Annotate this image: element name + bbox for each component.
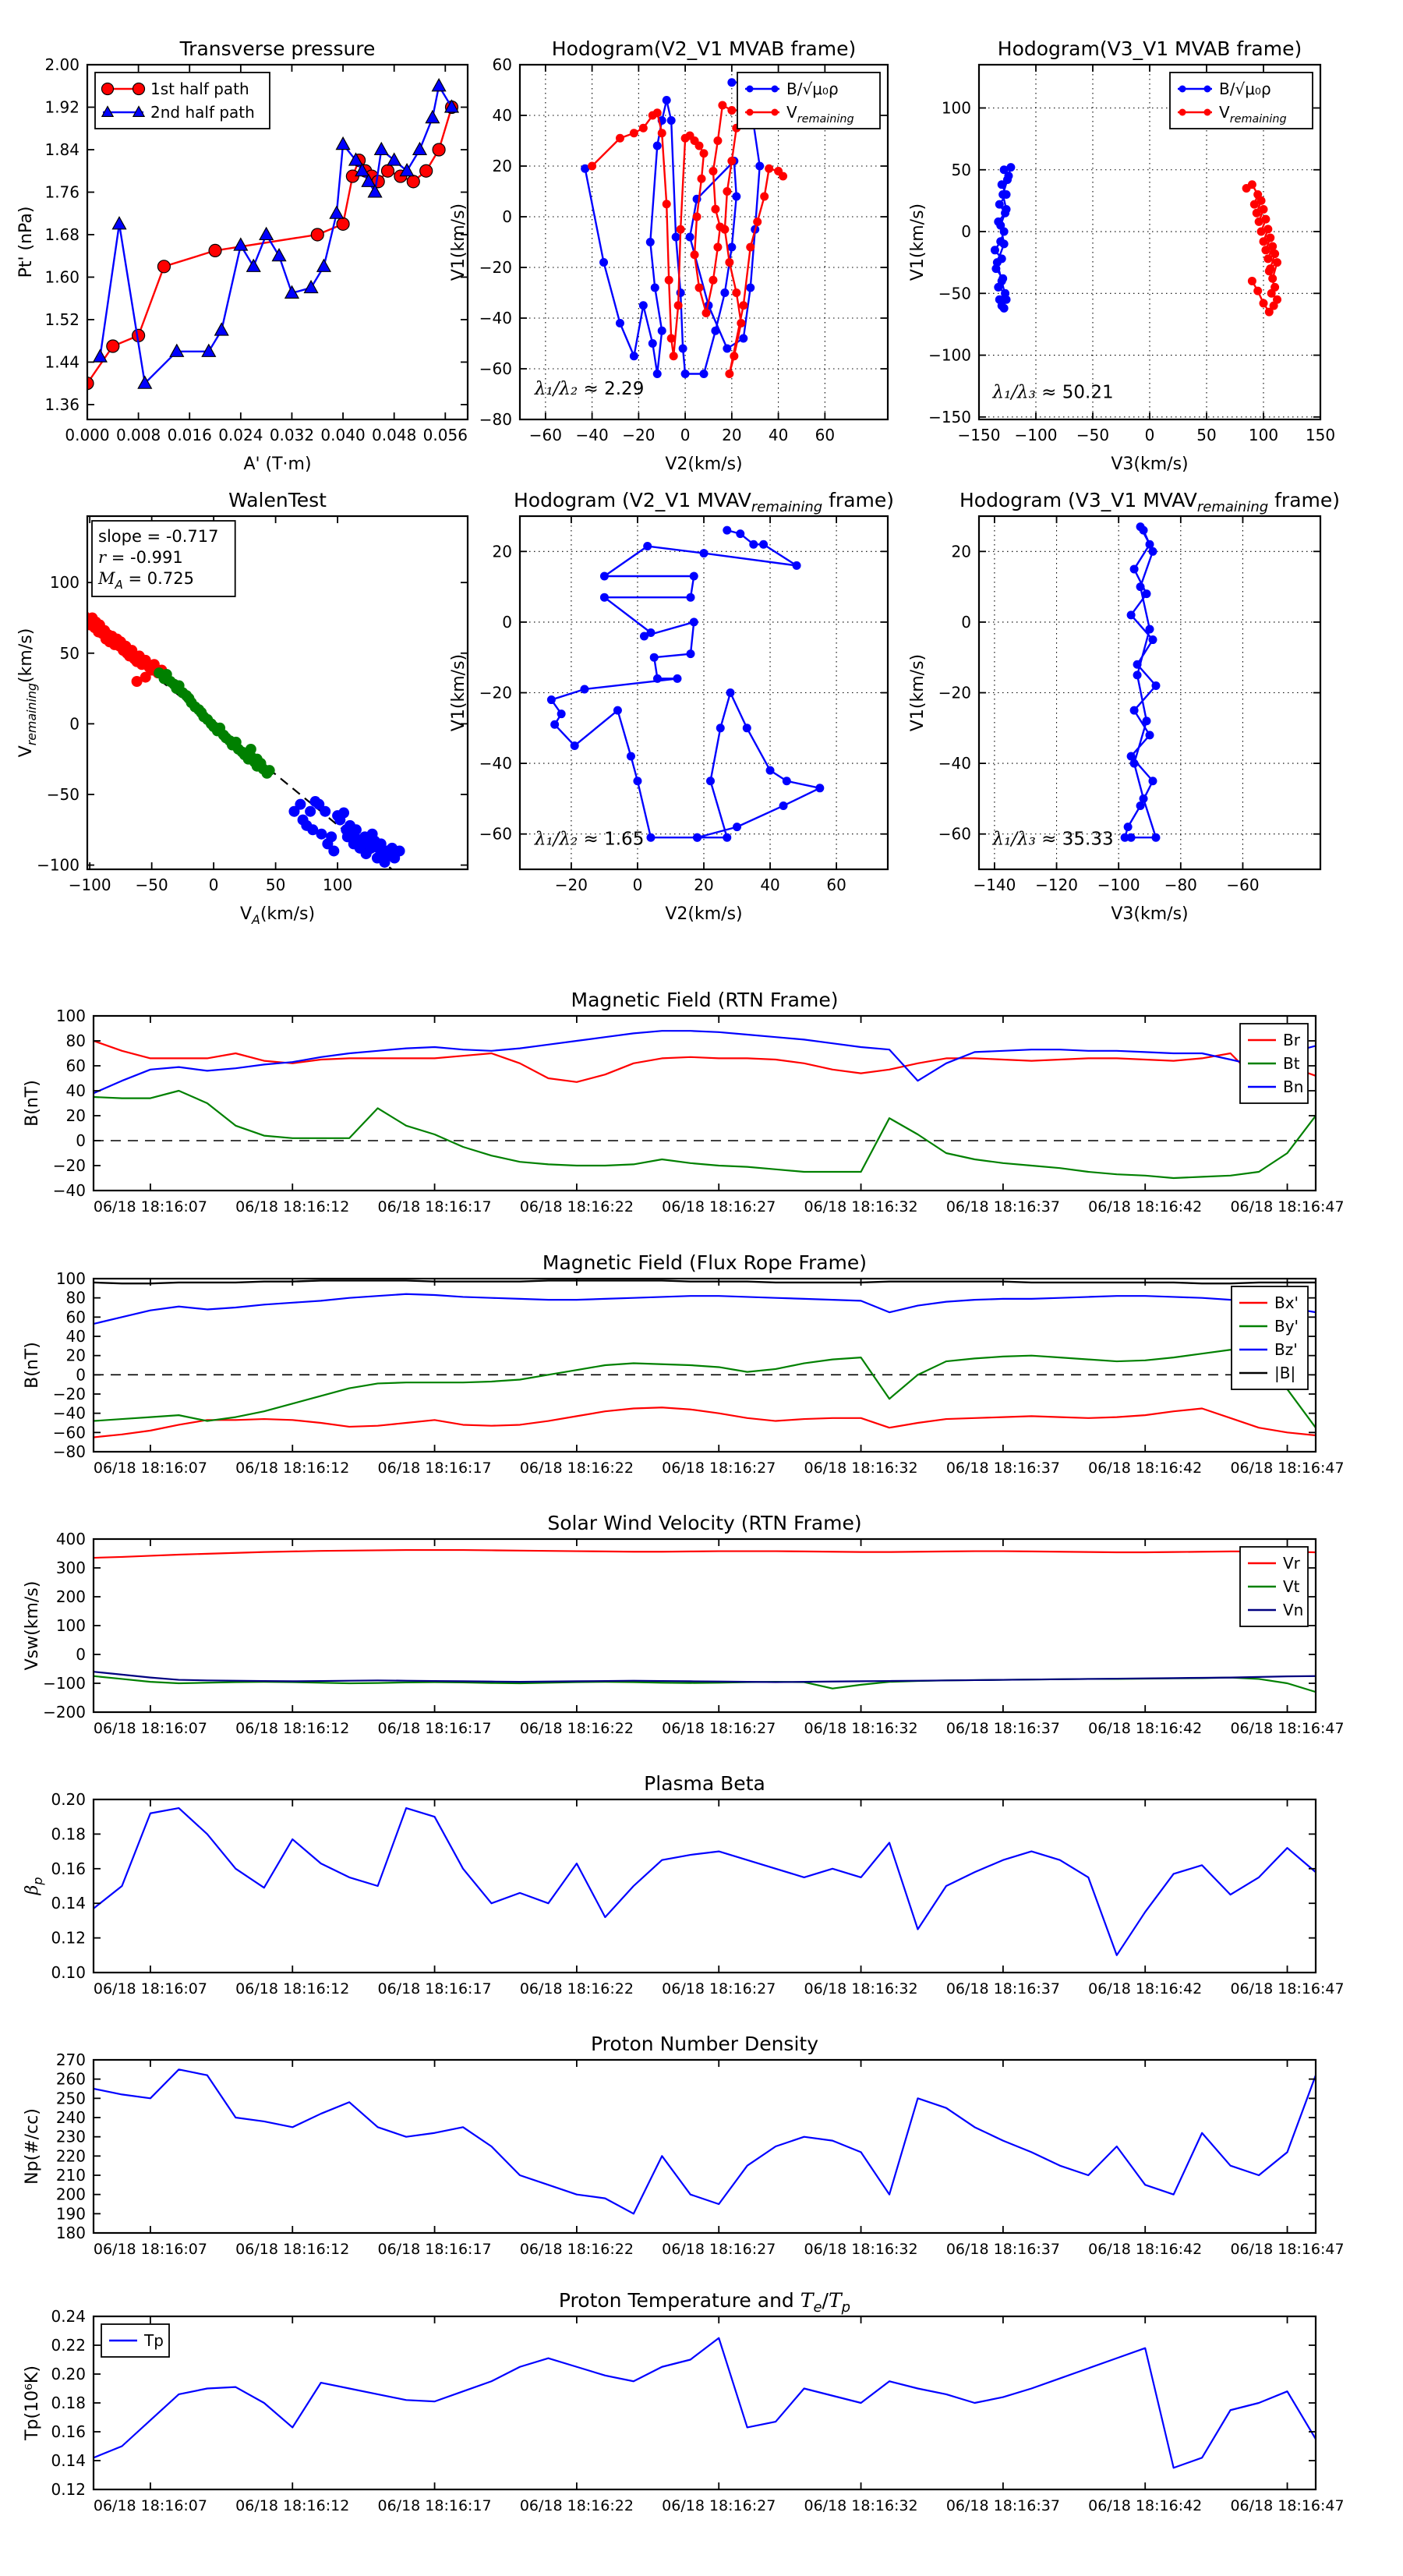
x-tick-label: 06/18 18:16:42	[1088, 1720, 1203, 1737]
x-tick-label: 06/18 18:16:07	[93, 1198, 208, 1215]
x-tick-label: 06/18 18:16:32	[804, 1198, 918, 1215]
x-tick-label: 06/18 18:16:47	[1230, 1198, 1345, 1215]
x-axis-label: A' (T·m)	[243, 455, 312, 474]
legend	[1170, 73, 1313, 129]
x-tick-label: 06/18 18:16:32	[804, 2241, 918, 2258]
legend-label: Br	[1283, 1031, 1300, 1049]
plot-proton-number-density	[23, 2033, 1345, 2258]
y-axis-label: $\beta_p$	[23, 1877, 45, 1895]
plot-title: Magnetic Field (Flux Rope Frame)	[542, 1251, 868, 1274]
plot-plasma-beta	[23, 1772, 1345, 1997]
x-tick-label: −100	[68, 876, 111, 894]
ticks-and-labels	[56, 2051, 1345, 2258]
y-tick-label: 0.10	[51, 1963, 86, 1982]
y-tick-label: 80	[65, 1031, 86, 1050]
legend	[95, 73, 270, 129]
x-tick-label: 06/18 18:16:07	[93, 1720, 208, 1737]
x-tick-label: 0	[1144, 426, 1155, 444]
x-tick-label: 50	[1196, 426, 1217, 444]
x-tick-label: 20	[722, 426, 742, 444]
y-tick-label: −50	[46, 784, 80, 804]
y-tick-label: 230	[55, 2127, 86, 2146]
plot-title: Hodogram(V2_V1 MVAB frame)	[551, 37, 857, 60]
plot-title: Solar Wind Velocity (RTN Frame)	[547, 1512, 862, 1534]
stats-textbox	[92, 521, 235, 596]
plot-hodogram-v2v1-mvab	[449, 37, 888, 474]
y-tick-label: 0.14	[51, 1894, 86, 1913]
series-br	[94, 1041, 1316, 1082]
x-tick-label: 06/18 18:16:12	[235, 2241, 350, 2258]
y-tick-label: 0.14	[51, 2451, 86, 2470]
series-middle-segment	[154, 667, 274, 779]
y-tick-label: 40	[65, 1327, 86, 1346]
series-b-over-sqrt-mu0-rho	[581, 78, 764, 378]
y-tick-label: −60	[479, 824, 512, 844]
y-tick-label: −200	[43, 1703, 86, 1721]
series-v2-v1-path	[547, 526, 824, 842]
y-tick-label: −60	[938, 824, 971, 844]
plot-title: Transverse pressure	[179, 37, 376, 60]
y-tick-label: 1.92	[44, 97, 80, 117]
legend-label: Bt	[1283, 1054, 1300, 1073]
y-tick-label: 0	[961, 222, 971, 242]
y-tick-label: 220	[55, 2146, 86, 2166]
x-tick-label: 60	[815, 426, 836, 444]
y-tick-label: 0.20	[51, 2365, 86, 2383]
x-tick-label: 06/18 18:16:42	[1088, 2241, 1203, 2258]
series-bz-prime	[94, 1294, 1316, 1324]
y-tick-label: 80	[65, 1288, 86, 1307]
y-tick-label: 1.76	[44, 182, 80, 202]
y-axis-label: Pt' (nPa)	[16, 206, 36, 278]
x-tick-label: 06/18 18:16:32	[804, 1460, 918, 1477]
plot-magnetic-field-flux-rope	[23, 1251, 1345, 1477]
y-tick-label: −60	[52, 1423, 86, 1442]
x-axis-label: V2(km/s)	[665, 455, 743, 474]
y-tick-label: 400	[55, 1530, 86, 1548]
x-tick-label: 06/18 18:16:27	[662, 1720, 776, 1737]
x-tick-label: 06/18 18:16:17	[377, 2241, 492, 2258]
x-tick-label: 0.024	[218, 426, 263, 444]
y-tick-label: 0	[961, 612, 971, 632]
legend	[101, 2324, 169, 2357]
x-axis-label: V2(km/s)	[665, 904, 743, 924]
x-tick-label: −20	[554, 876, 588, 894]
x-tick-label: 06/18 18:16:12	[235, 1980, 350, 1997]
y-axis-label: Vsw(km/s)	[23, 1580, 42, 1671]
ticks-and-labels	[43, 1530, 1345, 1737]
y-tick-label: 100	[55, 1616, 86, 1635]
y-tick-label: 210	[55, 2166, 86, 2185]
y-axis-label: V1(km/s)	[449, 653, 468, 732]
plot-title: Hodogram (V2_V1 $MVAV_{remaining}$ frame)	[513, 489, 895, 515]
x-tick-label: 06/18 18:16:37	[945, 2241, 1060, 2258]
y-tick-label: 1.60	[44, 267, 80, 287]
y-axis-label: B(nT)	[23, 1080, 42, 1127]
axes-border	[94, 1799, 1316, 1973]
legend-label: Vn	[1283, 1601, 1304, 1619]
y-axis-label: Tp(10⁶K)	[23, 2365, 42, 2440]
x-tick-label: 06/18 18:16:17	[377, 1460, 492, 1477]
x-tick-label: 06/18 18:16:07	[93, 1980, 208, 1997]
x-tick-label: 06/18 18:16:27	[662, 2497, 776, 2514]
y-tick-label: 100	[55, 1269, 86, 1288]
series-group	[94, 1550, 1316, 1692]
plot-title: WalenTest	[228, 489, 327, 511]
series-bx-prime	[94, 1407, 1316, 1437]
x-tick-label: −100	[1014, 426, 1058, 444]
y-tick-label: 0.16	[51, 1859, 86, 1878]
x-tick-label: 06/18 18:16:42	[1088, 1460, 1203, 1477]
series-beta-p	[94, 1808, 1316, 1955]
y-tick-label: 0	[76, 1365, 86, 1385]
plot-hodogram-v3v1-mvav	[908, 489, 1340, 924]
legend-label: $V_{remaining}$	[1219, 103, 1287, 126]
x-tick-label: −20	[622, 426, 656, 444]
x-axis-label: $V_A(km/s)$	[239, 904, 316, 927]
series-group	[94, 1280, 1316, 1437]
y-tick-label: −100	[43, 1674, 86, 1693]
x-tick-label: −80	[1164, 876, 1197, 894]
y-tick-label: −20	[938, 683, 971, 702]
axes-border	[94, 2316, 1316, 2489]
legend	[1240, 1024, 1308, 1103]
x-tick-label: 06/18 18:16:17	[377, 1198, 492, 1215]
plot-walen-test	[16, 489, 468, 927]
x-tick-label: 40	[768, 426, 789, 444]
legend-label: Tp	[144, 2331, 164, 2350]
x-tick-label: 0.008	[115, 426, 161, 444]
x-tick-label: 100	[323, 876, 353, 894]
y-tick-label: −20	[479, 683, 512, 702]
x-tick-label: 06/18 18:16:12	[235, 1720, 350, 1737]
series-np	[94, 2069, 1316, 2213]
legend-label: $V_{remaining}$	[786, 103, 854, 126]
y-tick-label: 1.44	[44, 352, 80, 372]
y-tick-label: 0	[502, 612, 512, 632]
y-axis-label: V1(km/s)	[908, 203, 928, 281]
axes-border	[94, 1279, 1316, 1452]
x-tick-label: 06/18 18:16:07	[93, 2241, 208, 2258]
y-tick-label: 40	[492, 106, 512, 125]
y-tick-label: −40	[938, 754, 971, 773]
x-tick-label: 06/18 18:16:17	[377, 2497, 492, 2514]
y-tick-label: 20	[492, 542, 512, 561]
y-tick-label: 1.84	[44, 140, 80, 159]
y-tick-label: 180	[55, 2224, 86, 2242]
legend-label: Bn	[1283, 1077, 1304, 1096]
y-tick-label: 0	[76, 1645, 86, 1664]
annotation: λ₁/λ₃ ≈ 35.33	[992, 829, 1114, 850]
x-tick-label: 40	[760, 876, 780, 894]
x-tick-label: 06/18 18:16:22	[519, 1198, 634, 1215]
x-tick-label: 06/18 18:16:32	[804, 1720, 918, 1737]
series-b-magnitude	[94, 1280, 1316, 1283]
y-axis-label: B(nT)	[23, 1342, 42, 1389]
plot-title: Proton Number Density	[591, 2033, 818, 2055]
y-tick-label: 0.12	[51, 2480, 86, 2499]
x-tick-label: 06/18 18:16:12	[235, 1198, 350, 1215]
x-tick-label: 0	[680, 426, 691, 444]
x-tick-label: 0.000	[65, 426, 110, 444]
y-tick-label: 100	[49, 573, 80, 593]
ticks-and-labels	[51, 2307, 1344, 2514]
y-tick-label: 0.18	[51, 1824, 86, 1844]
series-1st-half-path	[81, 101, 458, 389]
y-tick-label: −150	[928, 407, 971, 426]
y-tick-label: −100	[37, 855, 80, 875]
x-tick-label: 0.016	[167, 426, 212, 444]
legend-label: |B|	[1274, 1364, 1296, 1382]
y-tick-label: 250	[55, 2089, 86, 2108]
legend-label: Bz'	[1274, 1340, 1298, 1359]
y-tick-label: 60	[492, 55, 512, 74]
y-tick-label: 0.12	[51, 1928, 86, 1948]
y-tick-label: −40	[479, 309, 512, 327]
series-tp	[94, 2338, 1316, 2468]
series-bt	[94, 1091, 1316, 1178]
plot-title: Plasma Beta	[644, 1772, 765, 1795]
y-tick-label: 100	[55, 1007, 86, 1025]
y-tick-label: 0.16	[51, 2422, 86, 2441]
x-tick-label: 06/18 18:16:27	[662, 1198, 776, 1215]
y-tick-label: −60	[479, 359, 512, 378]
x-tick-label: 06/18 18:16:47	[1230, 1720, 1345, 1737]
y-tick-label: 50	[59, 643, 80, 663]
legend	[737, 73, 880, 129]
x-tick-label: 06/18 18:16:32	[804, 1980, 918, 1997]
x-axis-label: V3(km/s)	[1111, 455, 1189, 474]
x-tick-label: 06/18 18:16:42	[1088, 1980, 1203, 1997]
series-group	[94, 1031, 1316, 1178]
x-tick-label: 06/18 18:16:22	[519, 1980, 634, 1997]
x-tick-label: −120	[1035, 876, 1079, 894]
x-tick-label: 50	[265, 876, 286, 894]
x-tick-label: 20	[694, 876, 714, 894]
plot-transverse-pressure	[16, 37, 468, 474]
series-group	[94, 2069, 1316, 2213]
axes-border	[94, 1539, 1316, 1712]
x-tick-label: 0.056	[422, 426, 468, 444]
plot-hodogram-v2v1-mvav	[449, 489, 894, 924]
x-tick-label: 0.048	[372, 426, 417, 444]
y-tick-label: 0	[502, 207, 512, 226]
y-tick-label: 260	[55, 2069, 86, 2089]
series-vr	[94, 1550, 1316, 1558]
series-group	[74, 594, 405, 874]
x-tick-label: 06/18 18:16:42	[1088, 1198, 1203, 1215]
y-tick-label: −80	[52, 1442, 86, 1461]
x-tick-label: 06/18 18:16:17	[377, 1980, 492, 1997]
annotation: λ₁/λ₂ ≈ 1.65	[534, 829, 645, 850]
x-tick-label: 06/18 18:16:42	[1088, 2497, 1203, 2514]
y-tick-label: −100	[928, 345, 971, 365]
y-tick-label: 0.22	[51, 2336, 86, 2355]
y-tick-label: −20	[52, 1156, 86, 1175]
x-tick-label: 0.032	[269, 426, 315, 444]
x-tick-label: 0.040	[320, 426, 366, 444]
y-tick-label: −50	[938, 284, 971, 303]
y-tick-label: 40	[65, 1081, 86, 1100]
y-tick-label: 300	[55, 1559, 86, 1577]
y-tick-label: 1.52	[44, 310, 80, 329]
x-tick-label: 06/18 18:16:47	[1230, 2241, 1345, 2258]
y-tick-label: 2.00	[44, 55, 80, 74]
x-tick-label: 06/18 18:16:27	[662, 2241, 776, 2258]
series-v3-v1-path	[1121, 522, 1161, 842]
y-tick-label: 20	[65, 1346, 86, 1365]
legend-label: 2nd half path	[150, 103, 255, 122]
y-tick-label: 270	[55, 2051, 86, 2069]
stats-line: r = -0.991	[98, 548, 183, 567]
ticks-and-labels	[53, 1269, 1345, 1477]
series-group	[94, 2338, 1316, 2468]
y-tick-label: 200	[55, 1587, 86, 1606]
y-tick-label: 200	[55, 2185, 86, 2204]
y-tick-label: 1.36	[44, 395, 80, 414]
x-axis-label: V3(km/s)	[1111, 904, 1189, 924]
x-tick-label: 100	[1248, 426, 1279, 444]
y-axis-label: Np(#/cc)	[23, 2108, 42, 2185]
legend	[1240, 1547, 1308, 1626]
y-tick-label: 20	[492, 157, 512, 175]
axes-border	[94, 2060, 1316, 2233]
y-axis-label: V1(km/s)	[449, 203, 468, 281]
x-tick-label: 0	[632, 876, 643, 894]
x-tick-label: 06/18 18:16:22	[519, 1460, 634, 1477]
stats-line: slope = -0.717	[98, 527, 219, 546]
annotation: λ₁/λ₃ ≈ 50.21	[992, 382, 1114, 403]
y-tick-label: −40	[52, 1181, 86, 1200]
y-tick-label: 50	[951, 160, 971, 179]
y-tick-label: −40	[52, 1403, 86, 1423]
y-tick-label: 100	[941, 98, 971, 118]
y-tick-label: 0.18	[51, 2394, 86, 2412]
y-tick-label: 190	[55, 2204, 86, 2224]
legend-label: B/√μ₀ρ	[786, 80, 839, 98]
legend-label: Vr	[1283, 1554, 1300, 1573]
plot-title: Proton Temperature and $T_e/T_p$	[558, 2289, 851, 2316]
y-tick-label: 0.20	[51, 1790, 86, 1809]
y-tick-label: 60	[65, 1056, 86, 1075]
x-tick-label: 60	[826, 876, 846, 894]
y-tick-label: −80	[479, 410, 512, 429]
x-tick-label: 06/18 18:16:37	[945, 1720, 1060, 1737]
x-tick-label: −140	[973, 876, 1016, 894]
x-tick-label: −150	[957, 426, 1001, 444]
x-tick-label: 06/18 18:16:37	[945, 1980, 1060, 1997]
x-tick-label: 06/18 18:16:17	[377, 1720, 492, 1737]
x-tick-label: 06/18 18:16:07	[93, 1460, 208, 1477]
stats-line: $M_A = 0.725$	[98, 569, 194, 592]
plot-magnetic-field-rtn	[23, 989, 1345, 1215]
x-tick-label: 150	[1305, 426, 1336, 444]
legend-label: 1st half path	[150, 80, 249, 98]
y-tick-label: −20	[52, 1385, 86, 1403]
y-tick-label: 1.68	[44, 225, 80, 244]
x-tick-label: −40	[575, 426, 609, 444]
x-tick-label: 06/18 18:16:37	[945, 1460, 1060, 1477]
y-axis-label: $V_{remaining}(km/s)$	[16, 628, 39, 758]
y-tick-label: −20	[479, 258, 512, 277]
x-tick-label: 06/18 18:16:47	[1230, 1460, 1345, 1477]
plot-title: Hodogram(V3_V1 MVAB frame)	[997, 37, 1302, 60]
plot-title: Magnetic Field (RTN Frame)	[571, 989, 839, 1011]
legend	[1232, 1286, 1308, 1389]
plot-title: Hodogram (V3_V1 $MVAV_{remaining}$ frame)	[959, 489, 1341, 515]
legend-label: B/√μ₀ρ	[1219, 80, 1271, 98]
x-tick-label: 06/18 18:16:32	[804, 2497, 918, 2514]
x-tick-label: −60	[1226, 876, 1260, 894]
y-tick-label: 60	[65, 1307, 86, 1327]
x-tick-label: 06/18 18:16:22	[519, 1720, 634, 1737]
y-tick-label: 20	[65, 1106, 86, 1125]
x-tick-label: 06/18 18:16:27	[662, 1980, 776, 1997]
x-tick-label: 06/18 18:16:27	[662, 1460, 776, 1477]
series-last-segment	[288, 796, 405, 868]
x-tick-label: 06/18 18:16:37	[945, 1198, 1060, 1215]
series-v-remaining	[1242, 180, 1281, 316]
legend-label: Bx'	[1274, 1293, 1299, 1312]
x-tick-label: 06/18 18:16:12	[235, 1460, 350, 1477]
y-tick-label: 240	[55, 2108, 86, 2127]
ticks-and-labels	[51, 1790, 1344, 1997]
x-tick-label: −50	[1076, 426, 1110, 444]
series-group	[1121, 522, 1161, 842]
annotation: λ₁/λ₂ ≈ 2.29	[534, 379, 645, 400]
y-tick-label: 0.24	[51, 2307, 86, 2326]
series-group	[991, 163, 1281, 316]
legend-label: By'	[1274, 1317, 1299, 1336]
x-tick-label: 06/18 18:16:47	[1230, 2497, 1345, 2514]
y-tick-label: 0	[76, 1131, 86, 1150]
x-tick-label: 06/18 18:16:37	[945, 2497, 1060, 2514]
x-tick-label: −60	[528, 426, 562, 444]
x-tick-label: 06/18 18:16:22	[519, 2497, 634, 2514]
ticks-and-labels	[53, 1007, 1345, 1215]
series-vn	[94, 1672, 1316, 1682]
x-tick-label: 06/18 18:16:07	[93, 2497, 208, 2514]
legend-label: Vt	[1283, 1577, 1300, 1596]
series-group	[547, 526, 824, 842]
x-tick-label: 06/18 18:16:47	[1230, 1980, 1345, 1997]
y-tick-label: −40	[479, 754, 512, 773]
series-b-over-sqrt-mu0-rho	[991, 163, 1015, 313]
plot-hodogram-v3v1-mvab	[908, 37, 1335, 474]
y-axis-label: V1(km/s)	[908, 653, 928, 732]
plot-proton-temperature	[23, 2289, 1345, 2514]
x-tick-label: 0	[208, 876, 219, 894]
series-group	[94, 1808, 1316, 1955]
x-tick-label: 06/18 18:16:22	[519, 2241, 634, 2258]
plot-solar-wind-velocity-rtn	[23, 1512, 1345, 1737]
y-tick-label: 0	[69, 714, 80, 734]
x-tick-label: 06/18 18:16:12	[235, 2497, 350, 2514]
x-tick-label: −50	[135, 876, 168, 894]
y-tick-label: 20	[951, 542, 971, 561]
x-tick-label: −100	[1097, 876, 1140, 894]
